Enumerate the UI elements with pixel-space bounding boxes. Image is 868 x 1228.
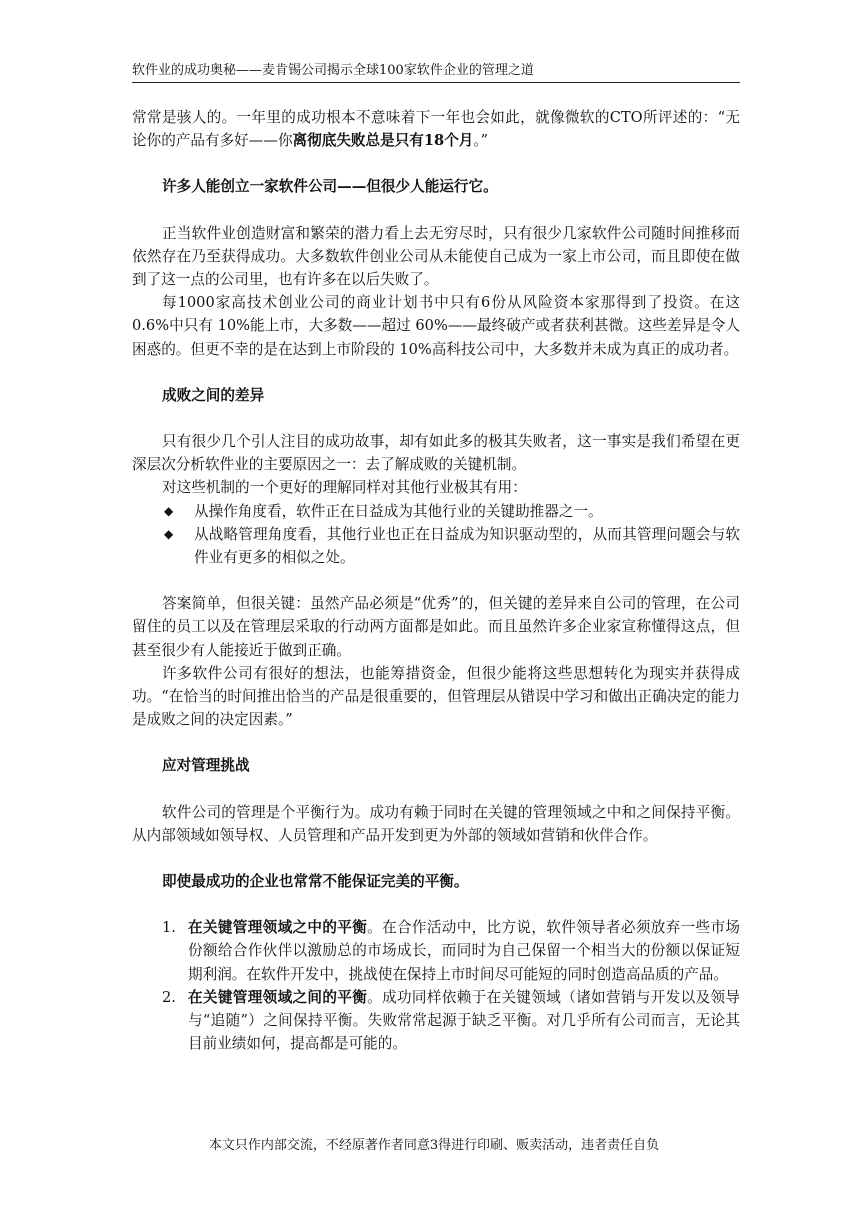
diamond-bullet-icon: ◆: [164, 503, 174, 518]
list-item: [132, 916, 740, 986]
list-item-text: 。成功同样依赖于在关键领域（诸如营销与开发以及领导与“追随”）之间保持平衡。失败常常起源于缺乏平衡。对几乎所有公司而言，无论其目前业绩如何，提高都是可能的。: [188, 988, 740, 1053]
list-number: 1.: [162, 919, 176, 937]
header-title: 软件业的成功奥秘——麦肯锡公司揭示全球100家软件企业的管理之道: [132, 63, 534, 78]
list-item: [132, 986, 740, 1056]
section-heading: 成败之间的差异: [162, 386, 265, 404]
list-item-lead: 在关键管理领域之中的平衡: [188, 919, 368, 937]
list-number: 2.: [162, 988, 176, 1006]
list-item-text: 从战略管理角度看，其他行业也正在日益成为知识驱动型的，从而其管理问题会与软件业有更多的相似之处。: [194, 525, 740, 567]
paragraph: 许多软件公司有很好的想法，也能筹措资金，但很少能将这些思想转化为现实并获得成功。“在恰当的时间推出恰当的产品是很重要的，但管理层从错误中学习和做出正确决定的能力是成败之间的决定因素。”: [132, 664, 740, 729]
paragraph: 每1000家高技术创业公司的商业计划书中只有6份从风险资本家那得到了投资。在这0.6%中只有 10%能上市，大多数——超过 60%——最终破产或者获利甚微。这些差异是令人困惑的。但更不幸的是在达到上市阶段的 10%高科技公司中，大多数并未成为真正的成功者。: [132, 294, 740, 358]
bullet-list: [132, 500, 740, 570]
list-item: [132, 523, 740, 569]
section-heading: 应对管理挑战: [162, 757, 250, 775]
list-item: [132, 500, 740, 523]
paragraph-continued: [132, 106, 740, 152]
document-body: [132, 106, 740, 1056]
list-item-text: 从操作角度看，软件正在日益成为其他行业的关键助推器之一。: [194, 502, 603, 520]
list-item-lead: 在关键管理领域之间的平衡: [188, 988, 368, 1006]
page-footer: [0, 1137, 868, 1155]
paragraph-text: 。”: [473, 132, 489, 150]
section-heading: 许多人能创立一家软件公司——但很少人能运行它。: [162, 178, 498, 196]
paragraph: 对这些机制的一个更好的理解同样对其他行业极其有用：: [162, 479, 527, 497]
page-number: 3: [429, 1138, 439, 1153]
footer-text: 得进行印刷、贩卖活动，违者责任自负: [438, 1138, 660, 1153]
section-heading: 即使最成功的企业也常常不能保证完美的平衡。: [162, 873, 469, 891]
emphasis-text: 离彻底失败总是只有18个月: [292, 132, 474, 150]
paragraph: 答案简单，但很关键：虽然产品必须是“优秀”的，但关键的差异来自公司的管理，在公司留住的员工以及在管理层采取的行动两方面都是如此。而且虽然许多企业家宣称懂得这点，但甚至很少有人能接近于做到正确。: [132, 595, 740, 659]
paragraph: 只有很少几个引人注目的成功故事，却有如此多的极其失败者，这一事实是我们希望在更深层次分析软件业的主要原因之一：去了解成败的关键机制。: [132, 433, 740, 474]
numbered-list: [132, 916, 740, 1055]
list-item-text: 。在合作活动中，比方说，软件领导者必须放弃一些市场份额给合作伙伴以激励总的市场成长，而同时为自己保留一个相当大的份额以保证短期利润。在软件开发中，挑战使在保持上市时间尽可能短的同时创造高品质的产品。: [188, 919, 740, 983]
paragraph: 软件公司的管理是个平衡行为。成功有赖于同时在关键的管理领域之中和之间保持平衡。从内部领域如领导权、人员管理和产品开发到更为外部的领域如营销和伙伴合作。: [132, 803, 740, 844]
paragraph-text: 常常是骇人的。一年里的成功根本不意味着下一年也会如此，就像微软的CTO所评述的：“无论你的产品有多好——你: [132, 109, 740, 150]
running-header: [132, 62, 740, 83]
paragraph: 正当软件业创造财富和繁荣的潜力看上去无穷尽时，只有很少几家软件公司随时间推移而依然存在乃至获得成功。大多数软件创业公司从未能使自己成为一家上市公司，而且即使在做到了这一点的公司里，也有许多在以后失败了。: [132, 224, 740, 289]
diamond-bullet-icon: ◆: [164, 526, 174, 541]
footer-text: 本文只作内部交流，不经原著作者同意: [208, 1138, 430, 1153]
